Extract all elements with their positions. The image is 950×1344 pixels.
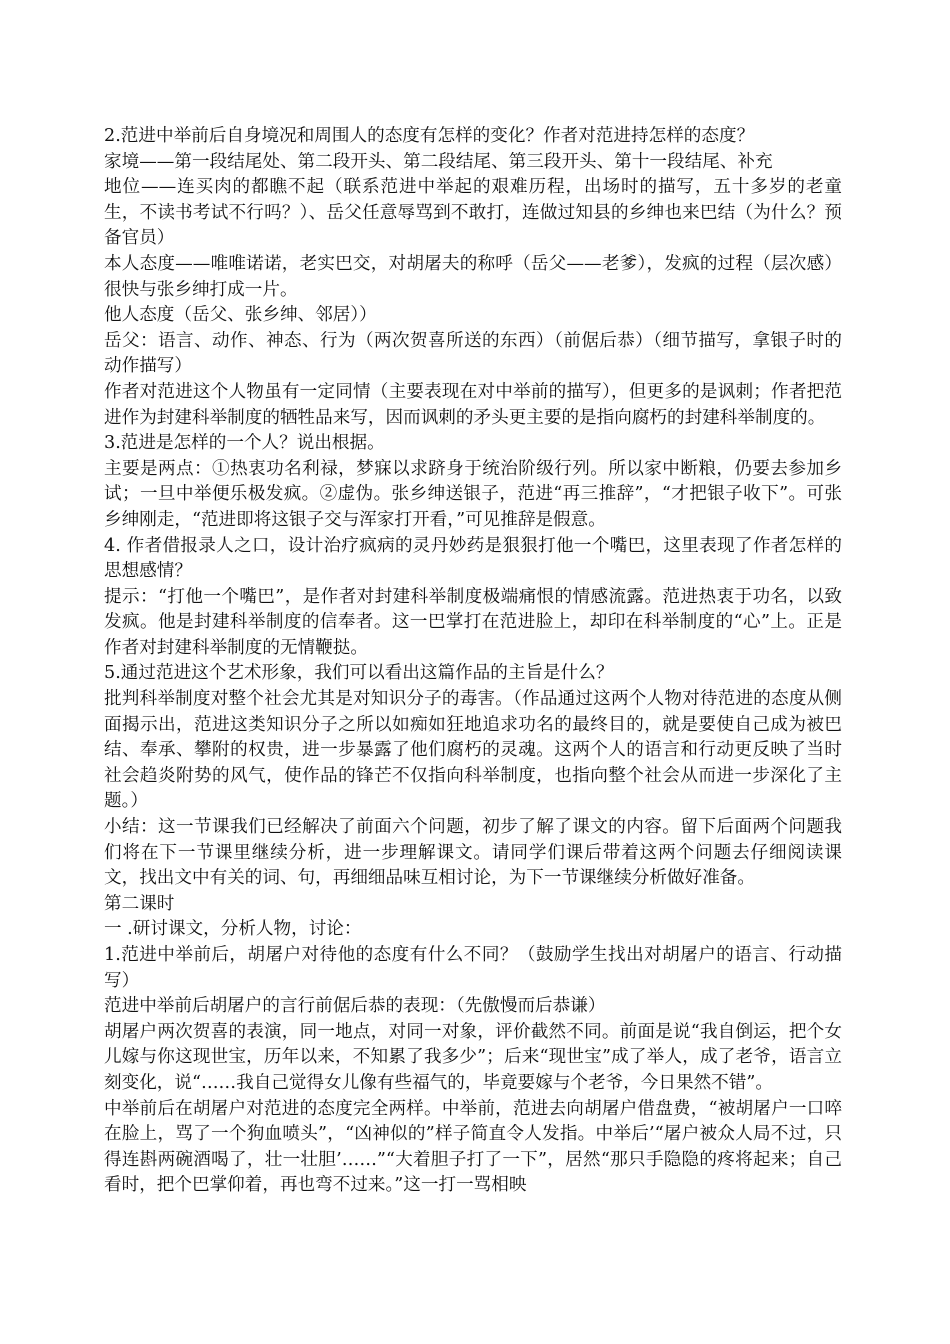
question-5-heading: 5.通过范进这个艺术形象，我们可以看出这篇作品的主旨是什么？	[104, 663, 614, 684]
question-5-answer: 批判科举制度对整个社会尤其是对知识分子的毒害。（作品通过这两个人物对待范进的态度从侧面揭示出，范进这类知识分子之所以如痴如狂地追求功名的最终目的，就是要使自己成为被巴结、奉承、攀附的权贵，进一步暴露了他们腐朽的灵魂。这两个人的语言和行动更反映了当时社会趋炎附势的风气，使作品的锋芒不仅指向科举制度，也指向整个社会从而进一步深化了主题。）	[104, 689, 842, 812]
document-page	[104, 124, 842, 1199]
others-attitude-line: 他人态度（岳父、张乡绅、邻居））	[104, 305, 377, 326]
summary-paragraph: 小结：这一节课我们已经解决了前面六个问题，初步了解了课文的内容。留下后面两个问题我们将在下一节课里继续分析，进一步理解课文。请同学们课后带着这两个问题去仔细阅读课文，找出文中有关的词、句，再细细品味互相讨论，为下一节课继续分析做好准备。	[104, 817, 842, 889]
question-4-hint: 提示：“打他一个嘴巴”，是作者对封建科举制度极端痛恨的情感流露。范进热衷于功名，以致发疯。他是封建科举制度的信奉者。这一巴掌打在范进脸上，却印在科举制度的“心”上。正是作者对封建科举制度的无情鞭挞。	[104, 586, 842, 658]
butcher-congratulation-paragraph: 胡屠户两次贺喜的表演，同一地点，对同一对象，评价截然不同。前面是说“我自倒运，把个女儿嫁与你这现世宝，历年以来，不知累了我多少”；后来“现世宝”成了举人，成了老爷，语言立刻变化，说“……我自己觉得女儿像有些福气的，毕竟要嫁与个老爷，今日果然不错”。	[104, 1021, 842, 1093]
question-3-answer: 主要是两点：①热衷功名利禄，梦寐以求跻身于统治阶级行列。所以家中断粮，仍要去参加乡试；一旦中举便乐极发疯。②虚伪。张乡绅送银子，范进“再三推辞”，“才把银子收下”。可张乡绅刚走，“范进即将这银子交与浑家打开看，”可见推辞是假意。	[104, 458, 842, 530]
discussion-question-1: 1.范进中举前后，胡屠户对待他的态度有什么不同？（鼓励学生找出对胡屠户的语言、行动描写）	[104, 945, 842, 991]
author-attitude-paragraph: 作者对范进这个人物虽有一定同情（主要表现在对中举前的描写），但更多的是讽刺；作者把范进作为封建科举制度的牺牲品来写，因而讽刺的矛头更主要的是指向腐朽的封建科举制度的。	[104, 381, 842, 428]
before-after-comparison-paragraph: 中举前后在胡屠户对范进的态度完全两样。中举前，范进去向胡屠户借盘费，“被胡屠户一口啐在脸上，骂了一个狗血喷头”，“凶神似的”样子简直令人发指。中举后’“屠户被众人局不过，只得连斟两碗酒喝了，壮一壮胆’……”“大着胆子打了一下”，居然“那只手隐隐的疼将起来；自己看时，把个巴掌仰着，再也弯不过来。”这一打一骂相映	[104, 1098, 842, 1196]
discussion-heading: 一 .研讨课文，分析人物，讨论：	[104, 919, 362, 940]
question-3-heading: 3.范进是怎样的一个人？说出根据。	[104, 433, 385, 454]
own-attitude-paragraph: 本人态度——唯唯诺诺，老实巴交，对胡屠夫的称呼（岳父——老爹），发疯的过程（层次感）很快与张乡绅打成一片。	[104, 253, 842, 300]
social-status-paragraph: 地位——连买肉的都瞧不起（联系范进中举起的艰难历程，出场时的描写，五十多岁的老童生，不读书考试不行吗？）、岳父任意辱骂到不敢打，连做过知县的乡绅也来巴结（为什么？预备官员）	[104, 177, 842, 249]
question-4-heading: 4. 作者借报录人之口，设计治疗疯病的灵丹妙药是狠狠打他一个嘴巴，这里表现了作者怎样的思想感情？	[104, 535, 842, 582]
family-situation-line: 家境——第一段结尾处、第二段开头、第二段结尾、第三段开头、第十一段结尾、补充	[104, 151, 773, 172]
butcher-attitude-line: 范进中举前后胡屠户的言行前倨后恭的表现：（先傲慢而后恭谦）	[104, 996, 606, 1017]
second-lesson-heading: 第二课时	[104, 893, 175, 914]
father-in-law-paragraph: 岳父：语言、动作、神态、行为（两次贺喜所送的东西）（前倨后恭）（细节描写，拿银子时的动作描写）	[104, 330, 842, 377]
question-2-heading: 2.范进中举前后自身境况和周围人的态度有怎样的变化？作者对范进持怎样的态度？	[104, 126, 755, 146]
